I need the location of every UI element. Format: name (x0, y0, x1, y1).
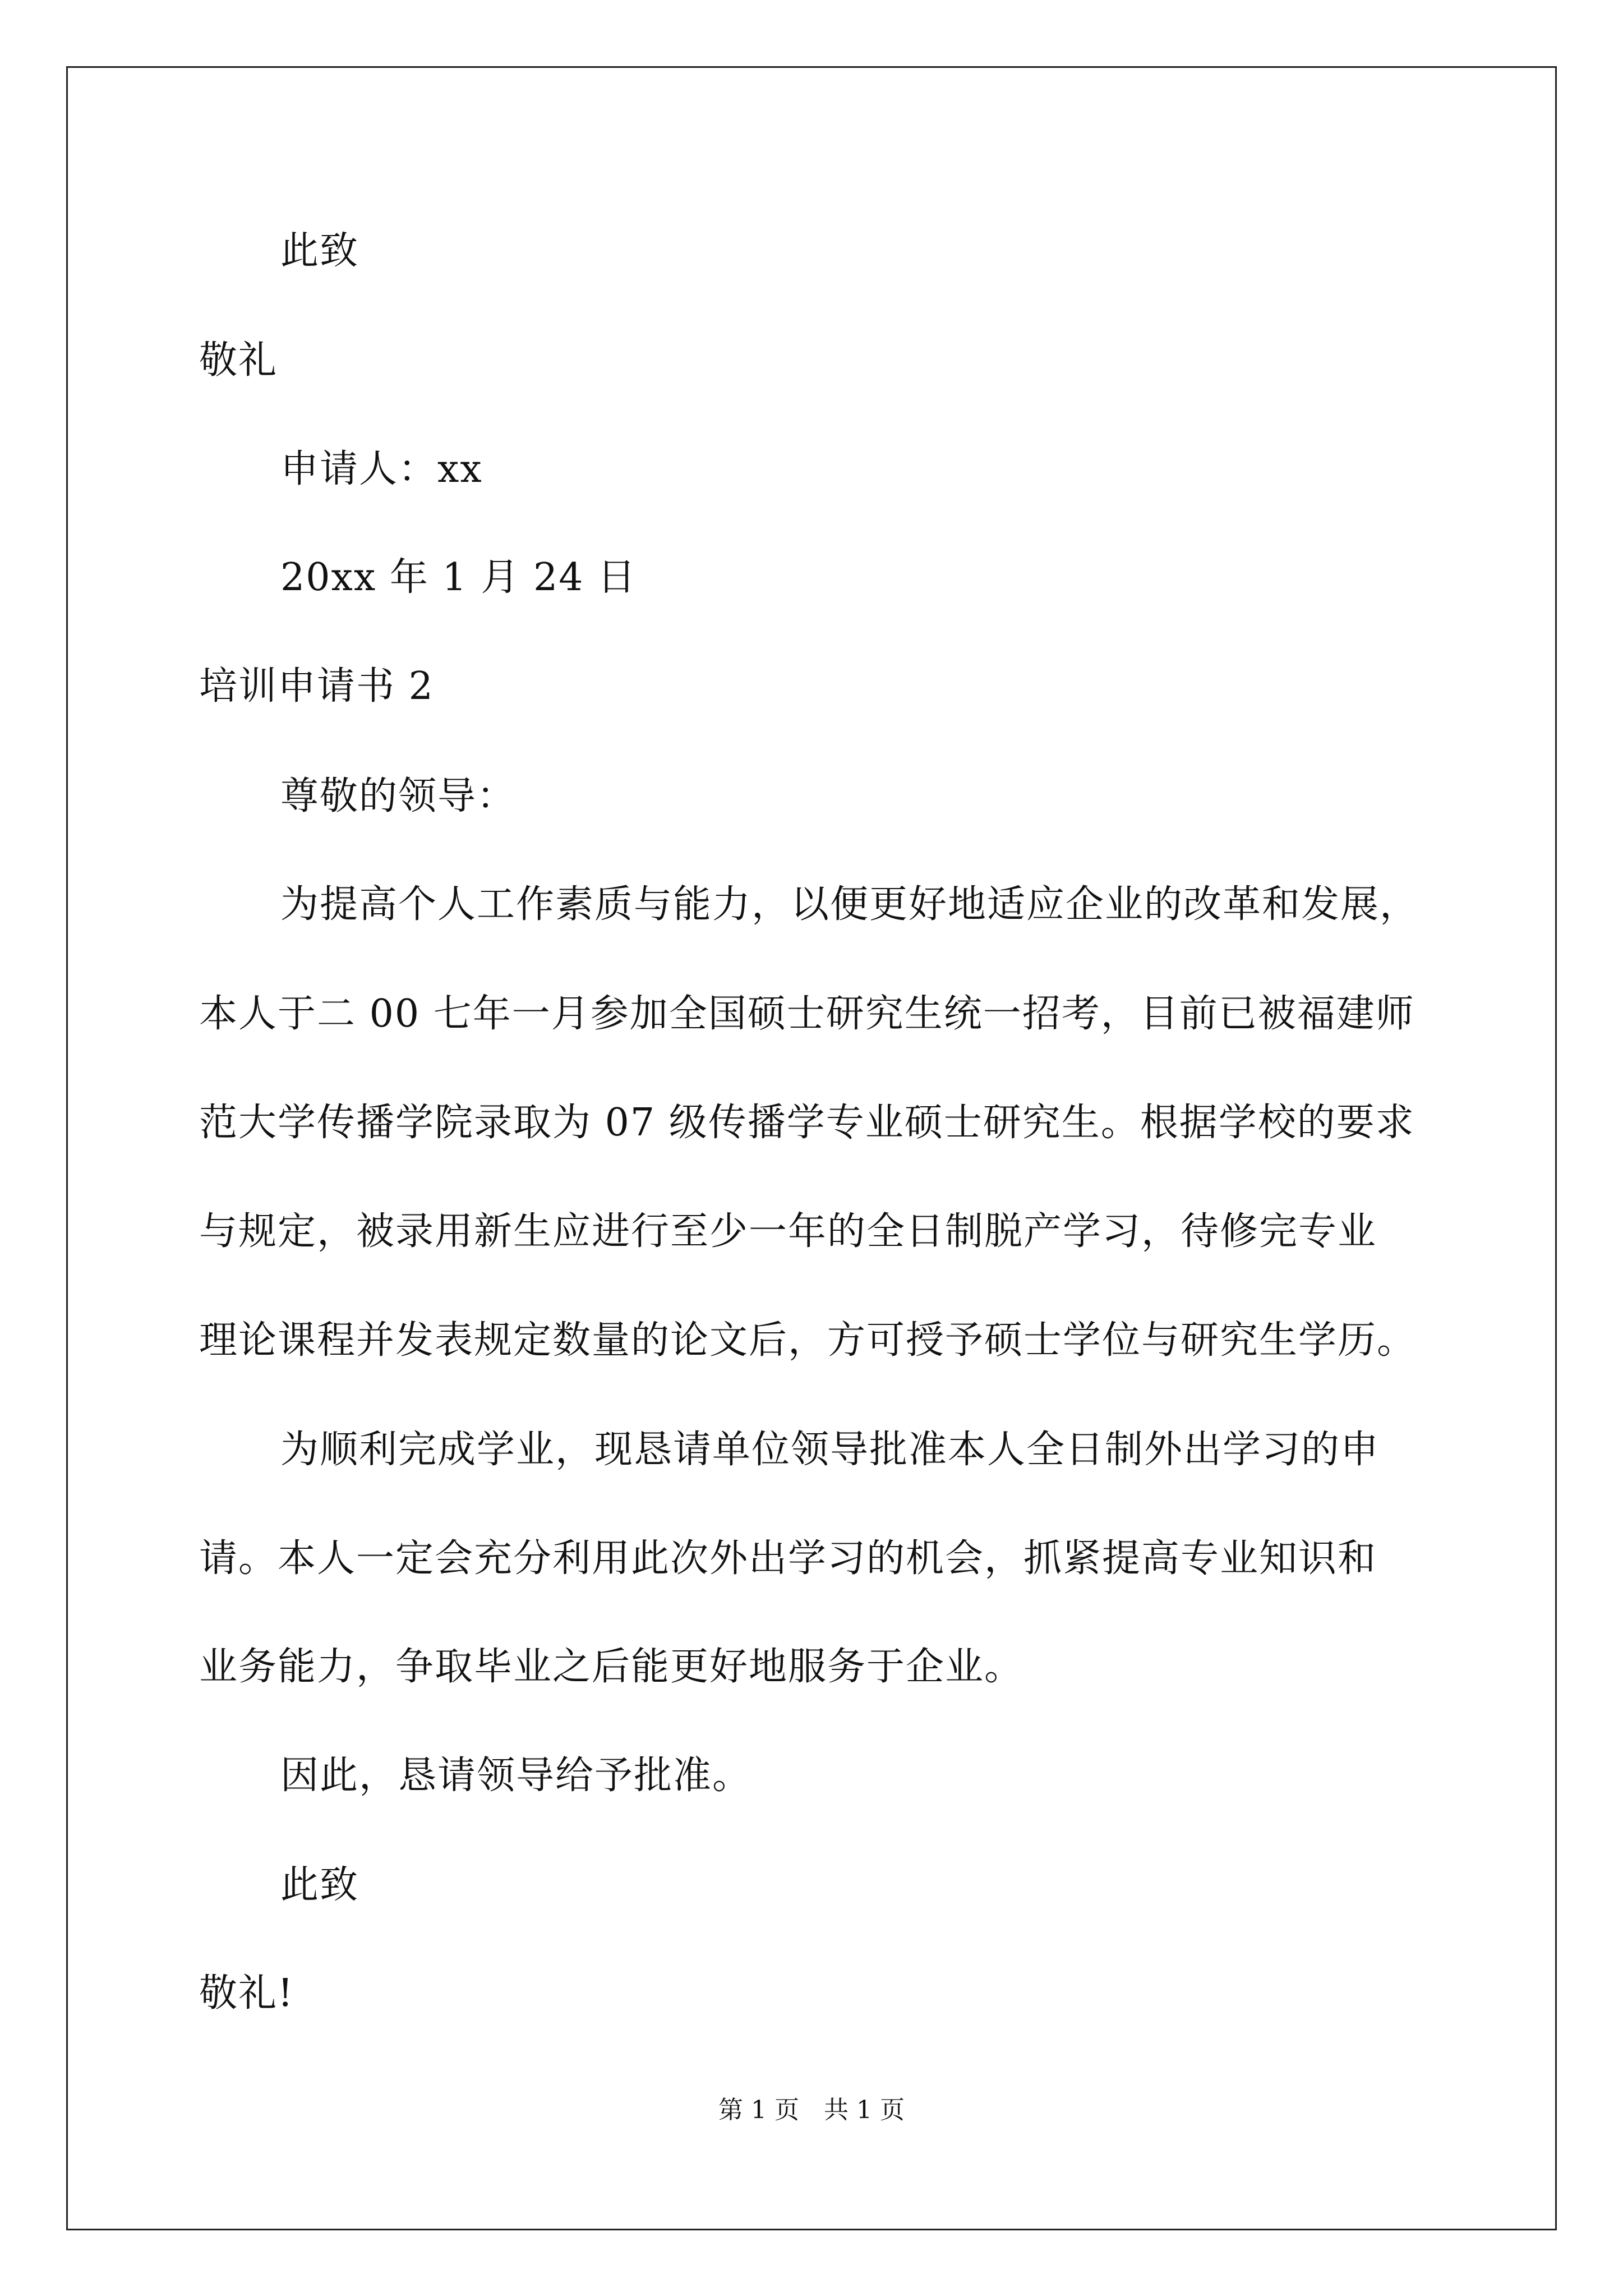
body-line: 为提高个人工作素质与能力，以便更好地适应企业的改革和发展， (280, 882, 1419, 927)
body-line: 理论课程并发表规定数量的论文后，方可授予硕士学位与研究生学历。 (199, 1318, 1417, 1363)
body-line: 因此，恳请领导给予批准。 (280, 1754, 752, 1798)
closing-regards: 敬礼 (199, 338, 278, 383)
body-line: 业务能力，争取毕业之后能更好地服务于企业。 (199, 1645, 1024, 1689)
applicant-line: 申请人：xx (280, 447, 483, 491)
page-number: 第 1 页 共 1 页 (718, 2096, 905, 2124)
date-line: 20xx 年 1 月 24 日 (280, 555, 637, 600)
body-line: 与规定，被录用新生应进行至少一年的全日制脱产学习，待修完专业 (199, 1209, 1377, 1254)
body-line: 请。本人一定会充分利用此次外出学习的机会，抓紧提高专业知识和 (199, 1536, 1377, 1581)
letter-greeting: 尊敬的领导： (280, 774, 517, 818)
closing-salutation: 此致 (280, 229, 359, 273)
letter-salutation: 此致 (280, 1863, 359, 1907)
letter-regards: 敬礼! (199, 1971, 294, 2016)
body-line: 为顺利完成学业，现恳请单位领导批准本人全日制外出学习的申 (280, 1428, 1380, 1472)
body-line: 本人于二 00 七年一月参加全国硕士研究生统一招考，目前已被福建师 (199, 992, 1415, 1036)
letter-title: 培训申请书 2 (199, 664, 434, 708)
body-line: 范大学传播学院录取为 07 级传播学专业硕士研究生。根据学校的要求 (199, 1101, 1415, 1145)
